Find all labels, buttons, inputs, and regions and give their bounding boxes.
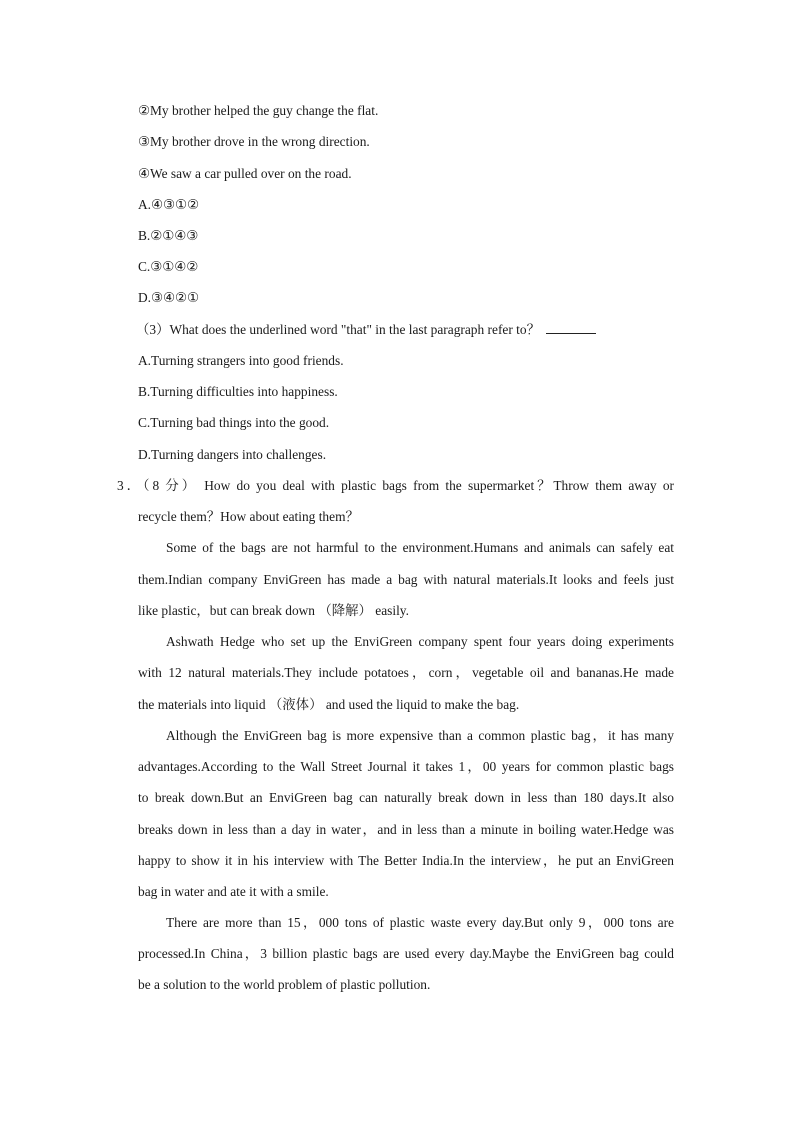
q3-sub-choice-d: D.Turning dangers into challenges. xyxy=(138,447,327,462)
q2-option-3: ③My brother drove in the wrong direction. xyxy=(138,134,370,149)
para3-line1: Although the EnviGreen bag is more expensive than a common plastic bag，it has many xyxy=(166,728,674,743)
q2-choice-d: D.③④②① xyxy=(138,290,200,305)
q2-choice-a: A.④③①② xyxy=(138,197,200,212)
para3-line6: bag in water and ate it with a smile. xyxy=(138,884,329,899)
q3-sub-choice-c: C.Turning bad things into the good. xyxy=(138,415,330,430)
para3-line4: breaks down in less than a day in water，and in less than a minute in boiling water.Hedge was xyxy=(138,822,674,837)
q3-sub-prompt xyxy=(136,321,596,339)
para3-line3: to break down.But an EnviGreen bag can naturally break down in less than 180 days.It also xyxy=(138,790,674,805)
q2-choice-b: B.②①④③ xyxy=(138,228,199,243)
para1-line3: like plastic，but can break down （降解） easily. xyxy=(138,603,409,618)
para1-line2: them.Indian company EnviGreen has made a bag with natural materials.It looks and feels just xyxy=(138,572,674,587)
q3-header-line-2: recycle them？How about eating them？ xyxy=(138,509,359,524)
para4-line2: processed.In China，3 billion plastic bags are used every day.Maybe the EnviGreen bag could xyxy=(138,946,674,961)
para2-line2: with 12 natural materials.They include potatoes，corn，vegetable oil and bananas.He made xyxy=(138,665,674,680)
para2-line3: the materials into liquid （液体） and used the liquid to make the bag. xyxy=(138,697,520,712)
answer-blank xyxy=(546,321,596,334)
para3-line5: happy to show it in his interview with The Better India.In the interview，he put an EnviGreen xyxy=(138,853,674,868)
q3-sub-choice-a: A.Turning strangers into good friends. xyxy=(138,353,344,368)
para2-line1: Ashwath Hedge who set up the EnviGreen company spent four years doing experiments xyxy=(166,634,674,649)
q3-header-line-1: 3．（8 分） How do you deal with plastic bags from the supermarket？Throw them away or xyxy=(117,478,674,493)
q3-sub-prompt-text: （3）What does the underlined word "that" in the last paragraph refer to？ xyxy=(136,322,540,337)
q2-choice-c: C.③①④② xyxy=(138,259,199,274)
q3-sub-choice-b: B.Turning difficulties into happiness. xyxy=(138,384,338,399)
para4-line3: be a solution to the world problem of plastic pollution. xyxy=(138,977,431,992)
para3-line2: advantages.According to the Wall Street Journal it takes 1，00 years for common plastic bags xyxy=(138,759,674,774)
para4-line1: There are more than 15，000 tons of plastic waste every day.But only 9，000 tons are xyxy=(166,915,674,930)
q2-option-4: ④We saw a car pulled over on the road. xyxy=(138,166,352,181)
q2-option-2: ②My brother helped the guy change the flat. xyxy=(138,103,379,118)
para1-line1: Some of the bags are not harmful to the environment.Humans and animals can safely eat xyxy=(166,540,674,555)
